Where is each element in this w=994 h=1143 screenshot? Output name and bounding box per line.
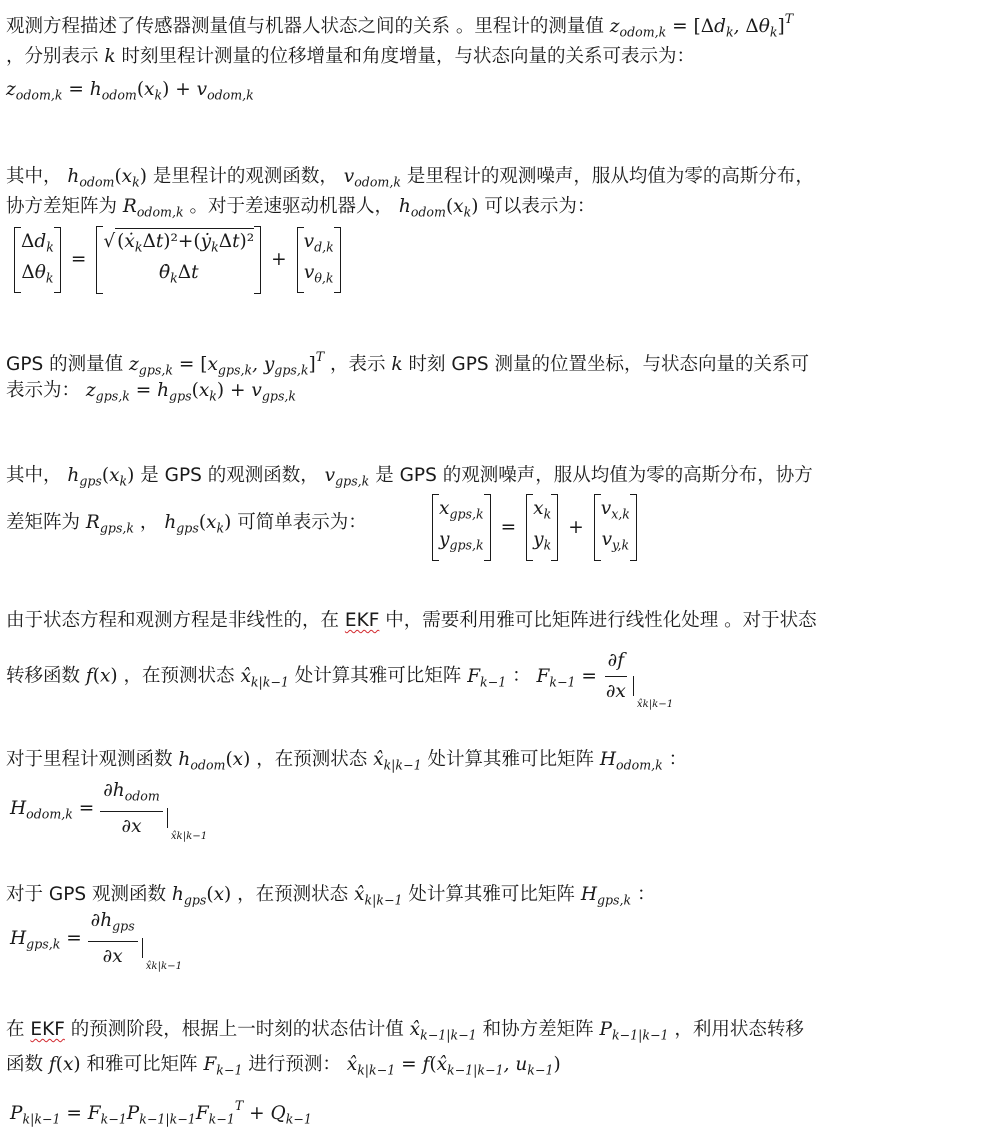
equation-h-gps-jacobian: $H_{gps,k}$ = $\frac{\partial h_{gps}}{\partial x}$ $_{x̂k|k-1}$ bbox=[10, 910, 183, 973]
paragraph-5-line-2: 转移函数 f(x) ，在预测状态 $x̂_{k|k-1}$ 处计算其雅可比矩阵 $F_{k-1}$ ： $F_{k-1}$ = $\frac{\partial f}{\partial x}$ $_{x̂k|k-1}$ bbox=[6, 650, 674, 710]
formula-z-odom-def: $z_{odom,k} = [\Delta d_k$, $\Delta\theta_k]^T$ bbox=[609, 11, 794, 40]
equation-covariance-prediction: $P_{k|k-1} = F_{k-1}P_{k-1|k-1}F_{k-1}^T + Q_{k-1}$ bbox=[10, 1098, 312, 1127]
paragraph-4-line-1: 其中， $h_{gps}(x_k)$ 是 GPS 的观测函数， $v_{gps,k}$ 是 GPS 的观测噪声，服从均值为零的高斯分布，协方 bbox=[6, 465, 813, 489]
ekf-term: EKF bbox=[30, 1019, 65, 1040]
equation-odom-matrix: $\Delta d_k$ $\Delta\theta_k$ = √ (ẋ$_k$Δt)²+(ẏ$_k$Δt)² $\thetȧ_k\Delta t$ + $v_{d,k}$ $v_{\theta,k}$ bbox=[14, 226, 341, 294]
paragraph-4-line-2: 差矩阵为 $R_{gps,k}$ ， $h_{gps}(x_k)$ 可简单表示为： bbox=[6, 512, 367, 536]
paragraph-3-line-2: 表示为： $z_{gps,k} = h_{gps}(x_k) + v_{gps,k}$ bbox=[6, 380, 297, 404]
equation-gps-matrix: $x_{gps,k}$ $y_{gps,k}$ = $x_k$ $y_k$ + $v_{x,k}$ $v_{y,k}$ bbox=[432, 494, 637, 561]
paragraph-1-line-2: ，分别表示 k 时刻里程计测量的位移增量和角度增量，与状态向量的关系可表示为： bbox=[6, 46, 696, 67]
ekf-term: EKF bbox=[344, 610, 380, 631]
paragraph-3-line-1: GPS 的测量值 $z_{gps,k} = [x_{gps,k}$, $y_{gps,k}]^T$ ，表示 k 时刻 GPS 测量的位置坐标，与状态向量的关系可 bbox=[6, 349, 809, 378]
paragraph-7-line-1: 对于 GPS 观测函数 $h_{gps}(x)$ ，在预测状态 $x̂_{k|k-1}$ 处计算其雅可比矩阵 $H_{gps,k}$ ： bbox=[6, 884, 656, 908]
paragraph-5-line-1: 由于状态方程和观测方程是非线性的，在 EKF 中，需要利用雅可比矩阵进行线性化处理 。对于状态 bbox=[6, 610, 817, 631]
paragraph-2-line-1: 其中， $h_{odom}(x_k)$ 是里程计的观测函数， $v_{odom,k}$ 是里程计的观测噪声，服从均值为零的高斯分布， bbox=[6, 166, 814, 190]
equation-h-odom-jacobian: $H_{odom,k}$ = $\frac{\partial h_{odom}}{\partial x}$ $_{x̂k|k-1}$ bbox=[10, 780, 208, 843]
paragraph-2-line-2: 协方差矩阵为 $R_{odom,k}$ 。对于差速驱动机器人， $h_{odom}(x_k)$ 可以表示为： bbox=[6, 196, 596, 220]
paragraph-1-line-1: 观测方程描述了传感器测量值与机器人状态之间的关系 。里程计的测量值 $z_{odom,k} = [\Delta d_k$, $\Delta\theta_k]^T$ bbox=[6, 11, 794, 40]
paragraph-8-line-2: 函数 f(x) 和雅可比矩阵 $F_{k-1}$ 进行预测： $x̂_{k|k-1}$ = $f(x̂_{k-1|k-1}$, $u_{k-1}$) bbox=[6, 1054, 561, 1078]
equation-odom-model: $z_{odom,k} = h_{odom}(x_k) + v_{odom,k}$ bbox=[6, 79, 254, 103]
paragraph-6-line-1: 对于里程计观测函数 $h_{odom}(x)$ ，在预测状态 $x̂_{k|k-1}$ 处计算其雅可比矩阵 $H_{odom,k}$ ： bbox=[6, 749, 688, 773]
paragraph-8-line-1: 在 EKF 的预测阶段，根据上一时刻的状态估计值 $x̂_{k-1|k-1}$ 和协方差矩阵 $P_{k-1|k-1}$ ，利用状态转移 bbox=[6, 1019, 804, 1043]
